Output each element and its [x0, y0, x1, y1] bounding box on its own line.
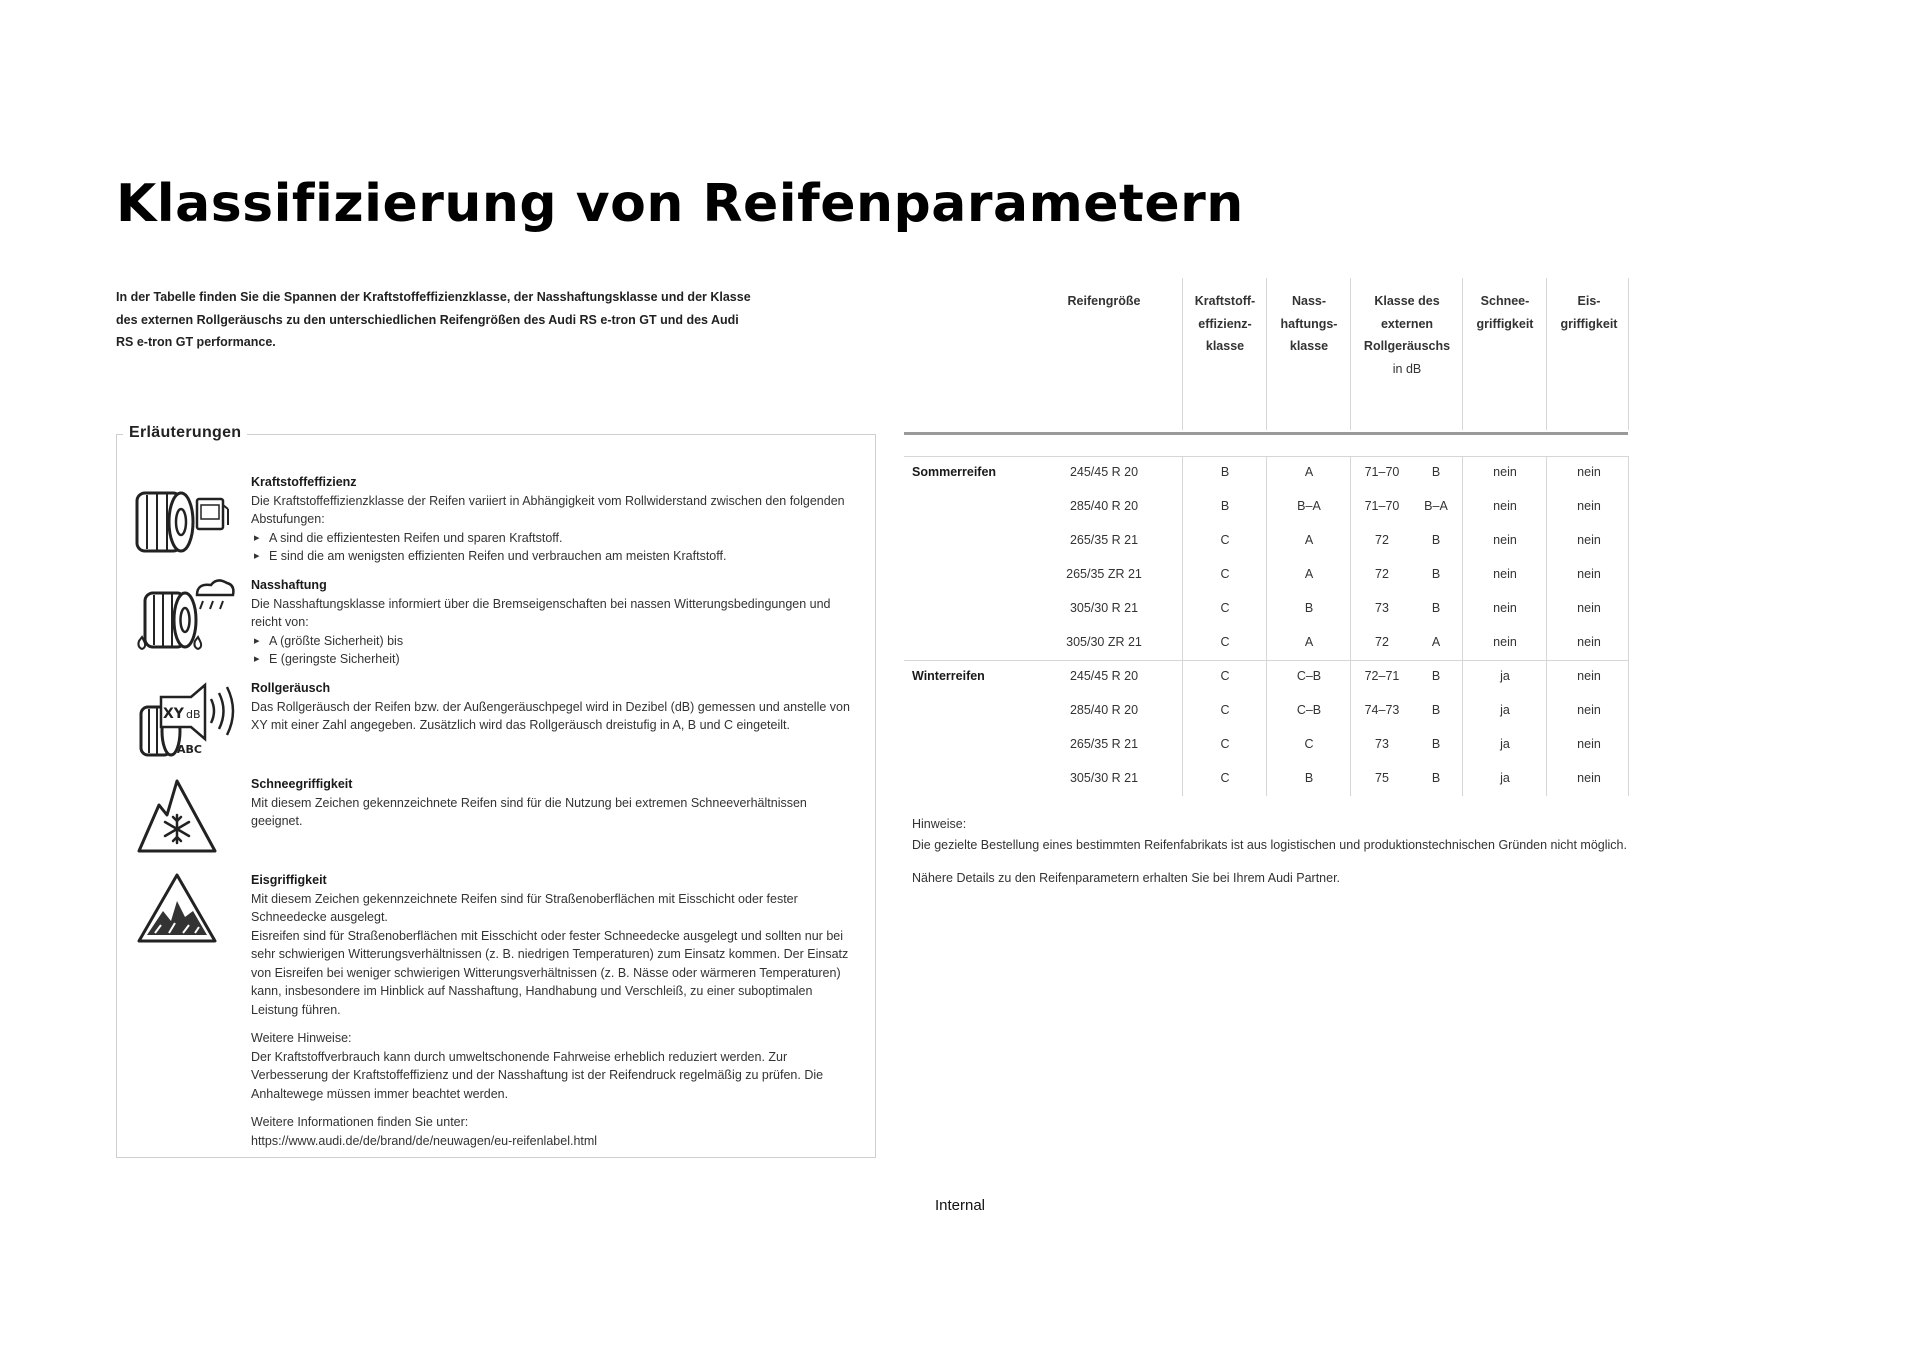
fuel-efficiency-title: Kraftstoffeffizienz [251, 475, 357, 489]
table-row: 285/40 R 20 C C–B 74–73 B ja nein [1069, 703, 1601, 717]
ice-grip-text-1: Mit diesem Zeichen gekennzeichnete Reifen sind für Straßenoberflächen mit Eisschicht oder fester Schneedecke ausgelegt. [251, 891, 798, 924]
header-snow-grip: Schnee- griffigkeit [1476, 294, 1534, 331]
snow-grip-title: Schneegriffigkeit [251, 777, 353, 791]
more-info-title: Weitere Informationen finden Sie unter: [251, 1115, 469, 1129]
table-row: Winterreifen 245/45 R 20 C C–B 72–71 B ja nein [912, 669, 1601, 683]
fuel-efficiency-tire-icon [135, 479, 231, 555]
header-tire-size: Reifengröße [1067, 294, 1141, 308]
explanations-heading: Erläuterungen [123, 424, 247, 442]
snow-grip-entry [251, 775, 861, 831]
noise-icon-unit: dB [186, 708, 201, 721]
header-noise-class: Klasse des externen Rollgeräuschs in dB [1363, 294, 1451, 376]
rolling-noise-icon [135, 681, 235, 761]
wet-grip-tire-icon [135, 577, 235, 657]
table-row: 265/35 ZR 21 C A 72 B nein nein [1066, 567, 1601, 581]
noise-icon-classes: ABC [177, 743, 202, 756]
intro-text: In der Tabelle finden Sie die Spannen der Kraftstoffeffizienzklasse, der Nasshaftungsklasse und der Klasse des externen Rollgeräuschs zu den unterschiedlichen Reifengrößen des Audi RS e-tron GT und des Audi RS e-tron GT performance. [116, 290, 751, 349]
more-notes-title: Weitere Hinweise: [251, 1031, 352, 1045]
notes-text-2: Nähere Details zu den Reifenparametern erhalten Sie bei Ihrem Audi Partner. [912, 871, 1341, 885]
table-row: 265/35 R 21 C C 73 B ja nein [1069, 737, 1601, 751]
wet-grip-bullet: ▸ E (geringste Sicherheit) [251, 650, 861, 669]
header-ice-grip: Eis- griffigkeit [1560, 294, 1618, 331]
footer-classification: Internal [934, 1197, 986, 1214]
fuel-efficiency-entry [251, 473, 861, 566]
more-notes-text: Der Kraftstoffverbrauch kann durch umweltschonende Fahrweise erheblich reduziert werden. Zur Verbesserung der Kraftstoffeffizienz und der Nasshaftung ist der Reifendruck regelmäßig zu prüfen. Die Anhaltewege müssen immer beachtet werden. [251, 1049, 824, 1101]
table-row: 305/30 R 21 C B 75 B ja nein [1069, 771, 1601, 785]
fuel-efficiency-bullet: ▸ A sind die effizientesten Reifen und sparen Kraftstoff. [251, 529, 861, 548]
rolling-noise-text: Das Rollgeräusch der Reifen bzw. der Außengeräuschpegel wird in Dezibel (dB) gemessen und anstelle von XY mit einer Zahl angegeben. Zusätzlich wird das Rollgeräusch dreistufig in A, B und C eingeteilt. [251, 699, 850, 732]
wet-grip-text: Die Nasshaftungsklasse informiert über die Bremseigenschaften bei nassen Witterungsbedingungen und reicht von: [251, 596, 831, 629]
table-row: Sommerreifen 245/45 R 20 B A 71–70 B nein nein [912, 465, 1601, 479]
notes-label: Hinweise: [912, 817, 967, 831]
rolling-noise-entry [251, 679, 861, 735]
rolling-noise-title: Rollgeräusch [251, 681, 331, 695]
ice-grip-text-2: Eisreifen sind für Straßenoberflächen mit Eisschicht oder fester Schneedecke ausgelegt und sollten nur bei sehr schwierigen Witterungsverhältnissen (z. B. niedrigen Temperaturen) zum Einsatz kommen. Der Einsatz von Eisreifen bei weniger schwierigen Witterungsverhältnissen (z. B. Nässe oder wärmeren Temperaturen) kann, insbesondere im Hinblick auf Nasshaftung, Handhabung und Verschleiß, zu einer suboptimalen Leistung führen. [251, 928, 849, 1017]
ice-grip-icon [135, 871, 219, 947]
header-wet-class: Nass- haftungs- klasse [1280, 294, 1338, 353]
table-row: 305/30 R 21 C B 73 B nein nein [1069, 601, 1601, 615]
more-info-url[interactable]: https://www.audi.de/de/brand/de/neuwagen/eu-reifenlabel.html [251, 1133, 598, 1148]
notes-section [912, 814, 1632, 901]
wet-grip-bullet: ▸ A (größte Sicherheit) bis [251, 632, 861, 651]
wet-grip-entry [251, 576, 861, 669]
page-title: Klassifizierung von Reifenparametern [116, 174, 1244, 234]
group-label-winter: Winterreifen [912, 669, 985, 683]
ice-grip-entry [251, 871, 861, 1150]
notes-text-1: Die gezielte Bestellung eines bestimmten Reifenfabrikats ist aus logistischen und produktionstechnischen Gründen nicht möglich. [912, 838, 1627, 852]
table-row: 285/40 R 20 B B–A 71–70 B–A nein nein [1069, 499, 1601, 513]
snow-grip-text: Mit diesem Zeichen gekennzeichnete Reifen sind für die Nutzung bei extremen Schneeverhältnissen geeignet. [251, 795, 807, 828]
fuel-efficiency-text: Die Kraftstoffeffizienzklasse der Reifen variiert in Abhängigkeit vom Rollwiderstand zwischen den folgenden Abstufungen: [251, 493, 845, 526]
header-fuel-class: Kraftstoff- effizienz- klasse [1194, 294, 1256, 353]
noise-icon-xy: XY [163, 706, 184, 722]
header-divider [904, 432, 1628, 435]
explanations-box [116, 424, 876, 1158]
ice-grip-title: Eisgriffigkeit [251, 873, 327, 887]
group-label-summer: Sommerreifen [912, 465, 997, 479]
fuel-efficiency-bullet: ▸ E sind die am wenigsten effizienten Reifen und verbrauchen am meisten Kraftstoff. [251, 547, 861, 566]
table-row: 305/30 ZR 21 C A 72 A nein nein [1066, 635, 1601, 649]
table-row: 265/35 R 21 C A 72 B nein nein [1069, 533, 1601, 547]
snow-grip-icon [135, 775, 219, 855]
wet-grip-title: Nasshaftung [251, 578, 327, 592]
